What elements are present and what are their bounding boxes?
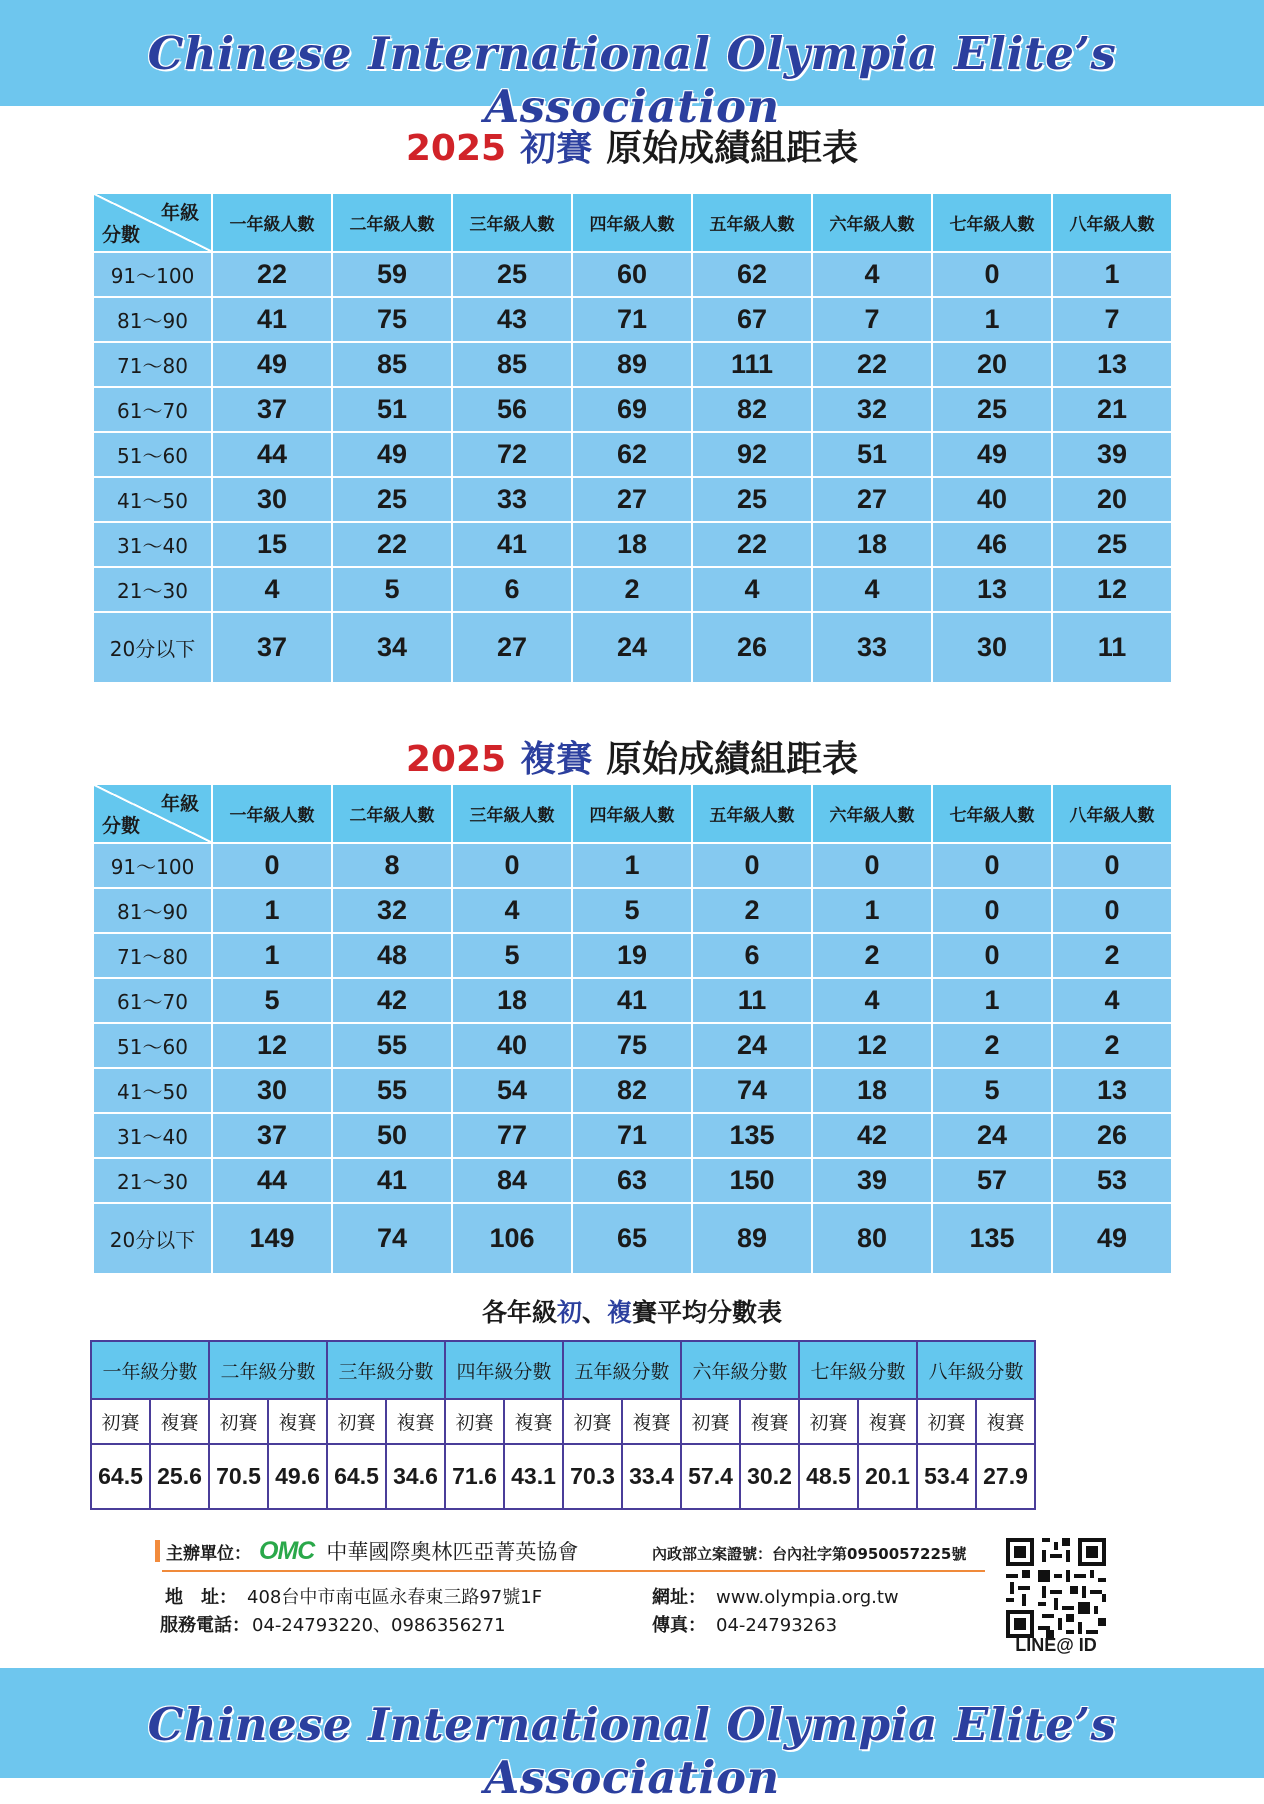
corner-cell	[93, 784, 212, 843]
final-year: 2025	[405, 739, 507, 780]
count-cell: 65	[572, 1203, 692, 1274]
count-cell: 2	[932, 1023, 1052, 1068]
count-cell: 25	[332, 477, 452, 522]
count-cell: 0	[1052, 888, 1172, 933]
count-cell: 71	[572, 297, 692, 342]
count-cell: 4	[692, 567, 812, 612]
count-cell: 19	[572, 933, 692, 978]
count-cell: 24	[932, 1113, 1052, 1158]
table-row	[93, 888, 1172, 933]
count-cell: 40	[932, 477, 1052, 522]
count-cell: 13	[932, 567, 1052, 612]
prelim-title	[0, 120, 1264, 171]
count-cell: 1	[212, 933, 332, 978]
count-cell: 39	[1052, 432, 1172, 477]
count-cell: 135	[692, 1113, 812, 1158]
count-cell: 74	[332, 1203, 452, 1274]
count-cell: 92	[692, 432, 812, 477]
count-cell: 26	[1052, 1113, 1172, 1158]
final-label-cell: 複賽	[268, 1399, 327, 1444]
bottom-banner-text: Chinese International Olympia Elite’s Association	[147, 1698, 1117, 1804]
count-cell: 22	[692, 522, 812, 567]
phone-value: 04-24793220、0986356271	[252, 1615, 506, 1636]
count-cell: 22	[332, 522, 452, 567]
final-average-cell: 43.1	[504, 1444, 563, 1509]
bottom-banner	[0, 1668, 1264, 1804]
averages-title-part: 各年級	[481, 1298, 557, 1327]
score-range-cell: 41～50	[93, 1068, 212, 1113]
grade-header-cell: 五年級人數	[692, 784, 812, 843]
count-cell: 57	[932, 1158, 1052, 1203]
corner-score-label: 分數	[102, 815, 141, 837]
count-cell: 0	[212, 843, 332, 888]
website-line	[652, 1583, 899, 1609]
score-range-cell: 61～70	[93, 978, 212, 1023]
count-cell: 2	[1052, 933, 1172, 978]
count-cell: 67	[692, 297, 812, 342]
count-cell: 0	[932, 888, 1052, 933]
prelim-label-cell: 初賽	[563, 1399, 622, 1444]
accent-bar	[155, 1540, 160, 1562]
final-average-cell: 30.2	[740, 1444, 799, 1509]
organizer-label: 主辦單位：	[166, 1543, 251, 1564]
grade-header-cell: 六年級人數	[812, 784, 932, 843]
final-title	[0, 731, 1264, 782]
final-average-cell: 25.6	[150, 1444, 209, 1509]
count-cell: 0	[932, 933, 1052, 978]
final-average-cell: 27.9	[976, 1444, 1035, 1509]
count-cell: 27	[452, 612, 572, 683]
count-cell: 5	[332, 567, 452, 612]
averages-stage-row	[91, 1399, 1035, 1444]
grade-header-cell: 四年級人數	[572, 193, 692, 252]
final-title-text: 原始成績組距表	[606, 739, 859, 780]
count-cell: 7	[1052, 297, 1172, 342]
count-cell: 53	[1052, 1158, 1172, 1203]
prelim-average-cell: 70.3	[563, 1444, 622, 1509]
footer-divider	[162, 1570, 985, 1572]
count-cell: 6	[452, 567, 572, 612]
count-cell: 0	[932, 252, 1052, 297]
final-distribution-table	[92, 783, 1173, 1275]
count-cell: 12	[1052, 567, 1172, 612]
table-row	[93, 252, 1172, 297]
grade-header-cell: 一年級人數	[212, 784, 332, 843]
count-cell: 150	[692, 1158, 812, 1203]
count-cell: 37	[212, 1113, 332, 1158]
count-cell: 72	[452, 432, 572, 477]
count-cell: 30	[212, 1068, 332, 1113]
grade-average-header: 一年級分數	[91, 1341, 209, 1399]
count-cell: 135	[932, 1203, 1052, 1274]
count-cell: 41	[332, 1158, 452, 1203]
grade-header-cell: 七年級人數	[932, 784, 1052, 843]
score-range-cell: 51～60	[93, 432, 212, 477]
averages-title-prelim: 初	[556, 1298, 582, 1327]
grade-header-cell: 五年級人數	[692, 193, 812, 252]
count-cell: 0	[692, 843, 812, 888]
grade-header-cell: 一年級人數	[212, 193, 332, 252]
count-cell: 1	[932, 297, 1052, 342]
count-cell: 15	[212, 522, 332, 567]
count-cell: 2	[692, 888, 812, 933]
prelim-year: 2025	[405, 128, 507, 169]
count-cell: 49	[1052, 1203, 1172, 1274]
count-cell: 71	[572, 1113, 692, 1158]
address-value: 408台中市南屯區永春東三路97號1F	[247, 1587, 543, 1608]
fax-label: 傳真：	[652, 1615, 706, 1636]
count-cell: 13	[1052, 342, 1172, 387]
grade-header-cell: 六年級人數	[812, 193, 932, 252]
count-cell: 49	[212, 342, 332, 387]
score-range-cell: 81～90	[93, 888, 212, 933]
qr-label: LINE@ ID	[1015, 1635, 1097, 1655]
count-cell: 18	[572, 522, 692, 567]
count-cell: 56	[452, 387, 572, 432]
registration-number: 內政部立案證號：台內社字第0950057225號	[652, 1545, 967, 1563]
score-range-cell: 20分以下	[93, 612, 212, 683]
count-cell: 43	[452, 297, 572, 342]
averages-title	[0, 1293, 1264, 1329]
count-cell: 80	[812, 1203, 932, 1274]
count-cell: 4	[452, 888, 572, 933]
corner-score-label: 分數	[102, 224, 141, 246]
prelim-average-cell: 64.5	[327, 1444, 386, 1509]
count-cell: 33	[812, 612, 932, 683]
table-row	[93, 933, 1172, 978]
table-row	[93, 297, 1172, 342]
grade-average-header: 二年級分數	[209, 1341, 327, 1399]
score-range-cell: 41～50	[93, 477, 212, 522]
top-banner	[0, 0, 1264, 133]
score-range-cell: 51～60	[93, 1023, 212, 1068]
count-cell: 41	[572, 978, 692, 1023]
table-row	[93, 612, 1172, 683]
count-cell: 41	[212, 297, 332, 342]
averages-title-rest: 賽平均分數表	[632, 1298, 783, 1327]
count-cell: 63	[572, 1158, 692, 1203]
count-cell: 20	[1052, 477, 1172, 522]
averages-table	[90, 1340, 1036, 1510]
grade-average-header: 八年級分數	[917, 1341, 1035, 1399]
count-cell: 62	[692, 252, 812, 297]
grade-header-cell: 三年級人數	[452, 193, 572, 252]
count-cell: 37	[212, 387, 332, 432]
count-cell: 22	[812, 342, 932, 387]
fax-value: 04-24793263	[716, 1615, 838, 1636]
count-cell: 30	[932, 612, 1052, 683]
count-cell: 25	[452, 252, 572, 297]
prelim-label-cell: 初賽	[91, 1399, 150, 1444]
count-cell: 42	[812, 1113, 932, 1158]
grade-header-cell: 八年級人數	[1052, 784, 1172, 843]
final-label-cell: 複賽	[622, 1399, 681, 1444]
score-range-cell: 71～80	[93, 342, 212, 387]
count-cell: 0	[932, 843, 1052, 888]
count-cell: 75	[572, 1023, 692, 1068]
count-cell: 27	[572, 477, 692, 522]
corner-grade-label: 年級	[160, 202, 199, 224]
count-cell: 84	[452, 1158, 572, 1203]
score-range-cell: 91～100	[93, 252, 212, 297]
score-range-cell: 21～30	[93, 567, 212, 612]
prelim-label-cell: 初賽	[917, 1399, 976, 1444]
table-row	[93, 1068, 1172, 1113]
count-cell: 74	[692, 1068, 812, 1113]
phone-line	[160, 1611, 506, 1637]
count-cell: 37	[212, 612, 332, 683]
score-range-cell: 81～90	[93, 297, 212, 342]
grade-average-header: 五年級分數	[563, 1341, 681, 1399]
count-cell: 69	[572, 387, 692, 432]
averages-title-final: 複	[607, 1298, 633, 1327]
averages-title-sep: 、	[581, 1298, 607, 1327]
count-cell: 1	[812, 888, 932, 933]
score-range-cell: 21～30	[93, 1158, 212, 1203]
count-cell: 106	[452, 1203, 572, 1274]
count-cell: 13	[1052, 1068, 1172, 1113]
count-cell: 49	[932, 432, 1052, 477]
count-cell: 55	[332, 1023, 452, 1068]
count-cell: 4	[812, 567, 932, 612]
count-cell: 1	[1052, 252, 1172, 297]
count-cell: 4	[1052, 978, 1172, 1023]
count-cell: 0	[452, 843, 572, 888]
prelim-stage: 初賽	[520, 128, 593, 169]
count-cell: 89	[572, 342, 692, 387]
count-cell: 39	[812, 1158, 932, 1203]
table-row	[93, 432, 1172, 477]
score-range-cell: 71～80	[93, 933, 212, 978]
footer	[0, 1528, 1264, 1668]
prelim-average-cell: 70.5	[209, 1444, 268, 1509]
prelim-label-cell: 初賽	[327, 1399, 386, 1444]
organization-name: 中華國際奧林匹亞菁英協會	[326, 1540, 579, 1564]
count-cell: 2	[812, 933, 932, 978]
final-stage: 複賽	[520, 739, 593, 780]
grade-header-cell: 四年級人數	[572, 784, 692, 843]
address-line	[165, 1583, 542, 1609]
count-cell: 0	[812, 843, 932, 888]
count-cell: 2	[572, 567, 692, 612]
final-average-cell: 33.4	[622, 1444, 681, 1509]
corner-cell	[93, 193, 212, 252]
prelim-label-cell: 初賽	[445, 1399, 504, 1444]
grade-header-cell: 二年級人數	[332, 784, 452, 843]
count-cell: 82	[692, 387, 812, 432]
score-range-cell: 20分以下	[93, 1203, 212, 1274]
final-header-row	[93, 784, 1172, 843]
count-cell: 44	[212, 1158, 332, 1203]
final-label-cell: 複賽	[150, 1399, 209, 1444]
count-cell: 41	[452, 522, 572, 567]
count-cell: 55	[332, 1068, 452, 1113]
count-cell: 25	[1052, 522, 1172, 567]
count-cell: 4	[812, 252, 932, 297]
prelim-header-row	[93, 193, 1172, 252]
score-range-cell: 91～100	[93, 843, 212, 888]
count-cell: 6	[692, 933, 812, 978]
phone-label: 服務電話：	[160, 1615, 250, 1636]
count-cell: 33	[452, 477, 572, 522]
count-cell: 2	[1052, 1023, 1172, 1068]
count-cell: 40	[452, 1023, 572, 1068]
table-row	[93, 342, 1172, 387]
grade-average-header: 三年級分數	[327, 1341, 445, 1399]
omc-logo: OMC	[259, 1536, 315, 1565]
count-cell: 32	[332, 888, 452, 933]
count-cell: 1	[212, 888, 332, 933]
grade-header-cell: 八年級人數	[1052, 193, 1172, 252]
count-cell: 4	[212, 567, 332, 612]
count-cell: 21	[1052, 387, 1172, 432]
count-cell: 5	[452, 933, 572, 978]
count-cell: 111	[692, 342, 812, 387]
count-cell: 60	[572, 252, 692, 297]
table-row	[93, 567, 1172, 612]
table-row	[93, 1113, 1172, 1158]
count-cell: 26	[692, 612, 812, 683]
count-cell: 62	[572, 432, 692, 477]
final-label-cell: 複賽	[740, 1399, 799, 1444]
count-cell: 18	[452, 978, 572, 1023]
count-cell: 85	[332, 342, 452, 387]
count-cell: 25	[692, 477, 812, 522]
count-cell: 11	[1052, 612, 1172, 683]
count-cell: 51	[812, 432, 932, 477]
prelim-average-cell: 57.4	[681, 1444, 740, 1509]
count-cell: 18	[812, 1068, 932, 1113]
count-cell: 44	[212, 432, 332, 477]
prelim-label-cell: 初賽	[681, 1399, 740, 1444]
count-cell: 11	[692, 978, 812, 1023]
grade-average-header: 七年級分數	[799, 1341, 917, 1399]
prelim-label-cell: 初賽	[799, 1399, 858, 1444]
count-cell: 49	[332, 432, 452, 477]
count-cell: 1	[572, 843, 692, 888]
table-row	[93, 477, 1172, 522]
count-cell: 4	[812, 978, 932, 1023]
table-row	[93, 1158, 1172, 1203]
prelim-average-cell: 71.6	[445, 1444, 504, 1509]
score-range-cell: 31～40	[93, 1113, 212, 1158]
count-cell: 59	[332, 252, 452, 297]
table-row	[93, 522, 1172, 567]
count-cell: 18	[812, 522, 932, 567]
count-cell: 27	[812, 477, 932, 522]
count-cell: 32	[812, 387, 932, 432]
organizer-row	[155, 1536, 578, 1566]
count-cell: 22	[212, 252, 332, 297]
table-row	[93, 978, 1172, 1023]
score-range-cell: 31～40	[93, 522, 212, 567]
prelim-average-cell: 64.5	[91, 1444, 150, 1509]
count-cell: 48	[332, 933, 452, 978]
table-row	[93, 1023, 1172, 1068]
grade-header-cell: 三年級人數	[452, 784, 572, 843]
count-cell: 50	[332, 1113, 452, 1158]
count-cell: 5	[212, 978, 332, 1023]
count-cell: 46	[932, 522, 1052, 567]
top-banner-text: Chinese International Olympia Elite’s Association	[147, 27, 1117, 133]
table-row	[93, 387, 1172, 432]
count-cell: 89	[692, 1203, 812, 1274]
count-cell: 54	[452, 1068, 572, 1113]
count-cell: 51	[332, 387, 452, 432]
count-cell: 1	[932, 978, 1052, 1023]
prelim-label-cell: 初賽	[209, 1399, 268, 1444]
final-average-cell: 34.6	[386, 1444, 445, 1509]
count-cell: 12	[212, 1023, 332, 1068]
grade-average-header: 四年級分數	[445, 1341, 563, 1399]
grade-average-header: 六年級分數	[681, 1341, 799, 1399]
website-link[interactable]: www.olympia.org.tw	[716, 1587, 899, 1608]
averages-value-row	[91, 1444, 1035, 1509]
count-cell: 82	[572, 1068, 692, 1113]
final-label-cell: 複賽	[504, 1399, 563, 1444]
count-cell: 8	[332, 843, 452, 888]
averages-grade-row	[91, 1341, 1035, 1399]
qr-code-icon[interactable]	[1006, 1538, 1106, 1638]
count-cell: 24	[572, 612, 692, 683]
final-average-cell: 49.6	[268, 1444, 327, 1509]
count-cell: 12	[812, 1023, 932, 1068]
count-cell: 25	[932, 387, 1052, 432]
count-cell: 30	[212, 477, 332, 522]
prelim-average-cell: 53.4	[917, 1444, 976, 1509]
count-cell: 85	[452, 342, 572, 387]
count-cell: 34	[332, 612, 452, 683]
website-label: 網址：	[652, 1587, 706, 1608]
count-cell: 5	[932, 1068, 1052, 1113]
count-cell: 7	[812, 297, 932, 342]
count-cell: 149	[212, 1203, 332, 1274]
count-cell: 42	[332, 978, 452, 1023]
fax-line	[652, 1611, 837, 1637]
count-cell: 24	[692, 1023, 812, 1068]
grade-header-cell: 七年級人數	[932, 193, 1052, 252]
grade-header-cell: 二年級人數	[332, 193, 452, 252]
final-label-cell: 複賽	[386, 1399, 445, 1444]
final-label-cell: 複賽	[976, 1399, 1035, 1444]
final-average-cell: 20.1	[858, 1444, 917, 1509]
prelim-title-text: 原始成績組距表	[606, 128, 859, 169]
corner-grade-label: 年級	[160, 793, 199, 815]
count-cell: 5	[572, 888, 692, 933]
count-cell: 75	[332, 297, 452, 342]
table-row	[93, 1203, 1172, 1274]
prelim-average-cell: 48.5	[799, 1444, 858, 1509]
count-cell: 20	[932, 342, 1052, 387]
score-range-cell: 61～70	[93, 387, 212, 432]
final-label-cell: 複賽	[858, 1399, 917, 1444]
table-row	[93, 843, 1172, 888]
prelim-distribution-table	[92, 192, 1173, 684]
address-label: 地 址：	[165, 1587, 237, 1608]
count-cell: 77	[452, 1113, 572, 1158]
count-cell: 0	[1052, 843, 1172, 888]
